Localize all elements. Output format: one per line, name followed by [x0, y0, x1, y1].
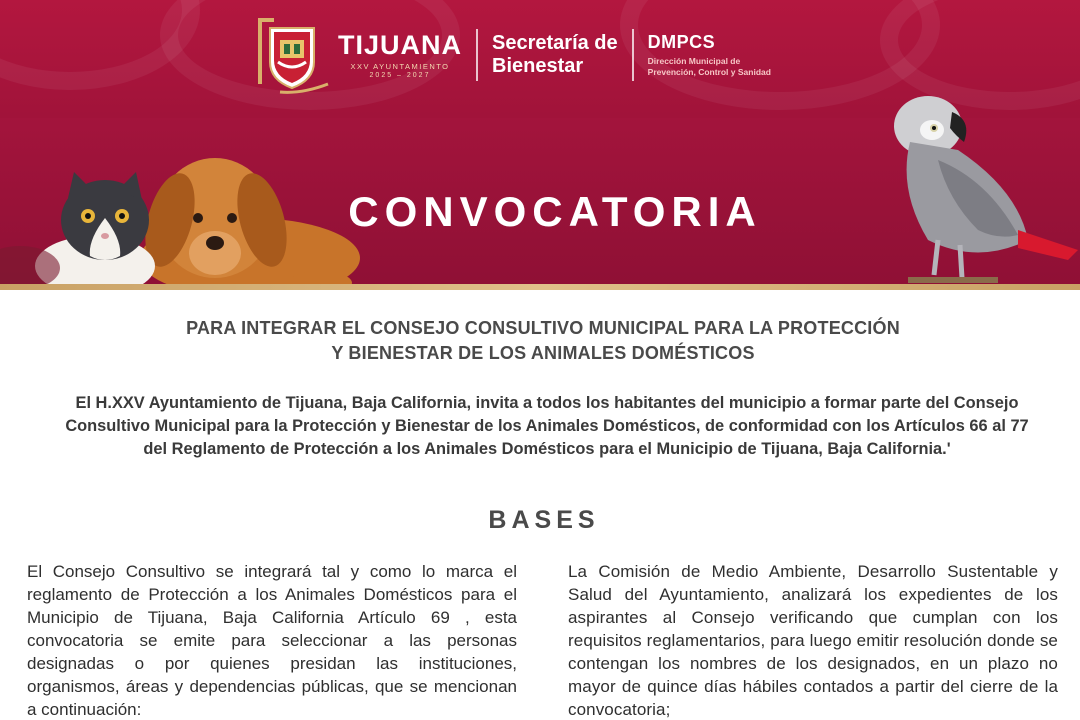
- header-banner: [0, 0, 1080, 286]
- bases-heading: BASES: [488, 506, 600, 534]
- banner-title: CONVOCATORIA: [348, 188, 762, 235]
- logo-divider: [476, 29, 478, 81]
- left-column-paragraph: El Consejo Consultivo se integrará tal y como lo marca el reglamento de Protección a los Animales Domésticos para el Municipio de Tijuana, Baja California Artículo 69 , esta convocatoria se emite para seleccionar a las personas designadas o por quienes presidan las instituciones, organismos, áreas y dependencias públicas, que se mencionan a continuación:: [27, 562, 517, 719]
- logo-subtitle: XXV AYUNTAMIENTO: [350, 61, 450, 71]
- tijuana-shield-logo: [252, 14, 332, 96]
- right-column-paragraph: La Comisión de Medio Ambiente, Desarrollo Sustentable y Salud del Ayuntamiento, analizará los expedientes de los aspirantes al Consejo verificando que cumplan con los requisitos reglamentarios, para luego emitir resolución donde se contengan los nombres de los designados, en un plazo no mayor de quince días hábiles contados a partir del cierre de la convocatoria;: [568, 562, 1058, 719]
- secretaria-logo: [492, 32, 618, 78]
- logo-years: 2025 – 2027: [369, 71, 431, 79]
- intro-paragraph: El H.XXV Ayuntamiento de Tijuana, Baja California, invita a todos los habitantes del municipio a formar parte del Consejo Consultivo Municipal para la Protección y Bienestar de los Animales Domésticos, de conformidad con los Artículos 66 al 77 del Reglamento de Protección a los Animales Domésticos para el Municipio de Tijuana, Baja California.': [65, 394, 1029, 458]
- subtitle-line2: Y BIENESTAR DE LOS ANIMALES DOMÉSTICOS: [331, 343, 755, 363]
- secretaria-line2: Bienestar: [492, 55, 584, 77]
- dmpcs-line2: Prevención, Control y Sanidad: [647, 67, 771, 77]
- logo-divider: [632, 29, 634, 81]
- secretaria-line1: Secretaría de: [492, 32, 618, 54]
- dmpcs-line1: Dirección Municipal de: [647, 56, 741, 67]
- subtitle-line1: PARA INTEGRAR EL CONSEJO CONSULTIVO MUNICIPAL PARA LA PROTECCIÓN: [186, 318, 900, 338]
- tijuana-wordmark: [338, 29, 463, 79]
- institution-logos: [252, 14, 771, 96]
- dmpcs-logo: [648, 32, 771, 77]
- logo-city: TIJUANA: [338, 29, 463, 60]
- document-subtitle: [0, 316, 1080, 366]
- gold-divider: [0, 284, 1080, 290]
- dmpcs-title: DMPCS: [647, 32, 716, 53]
